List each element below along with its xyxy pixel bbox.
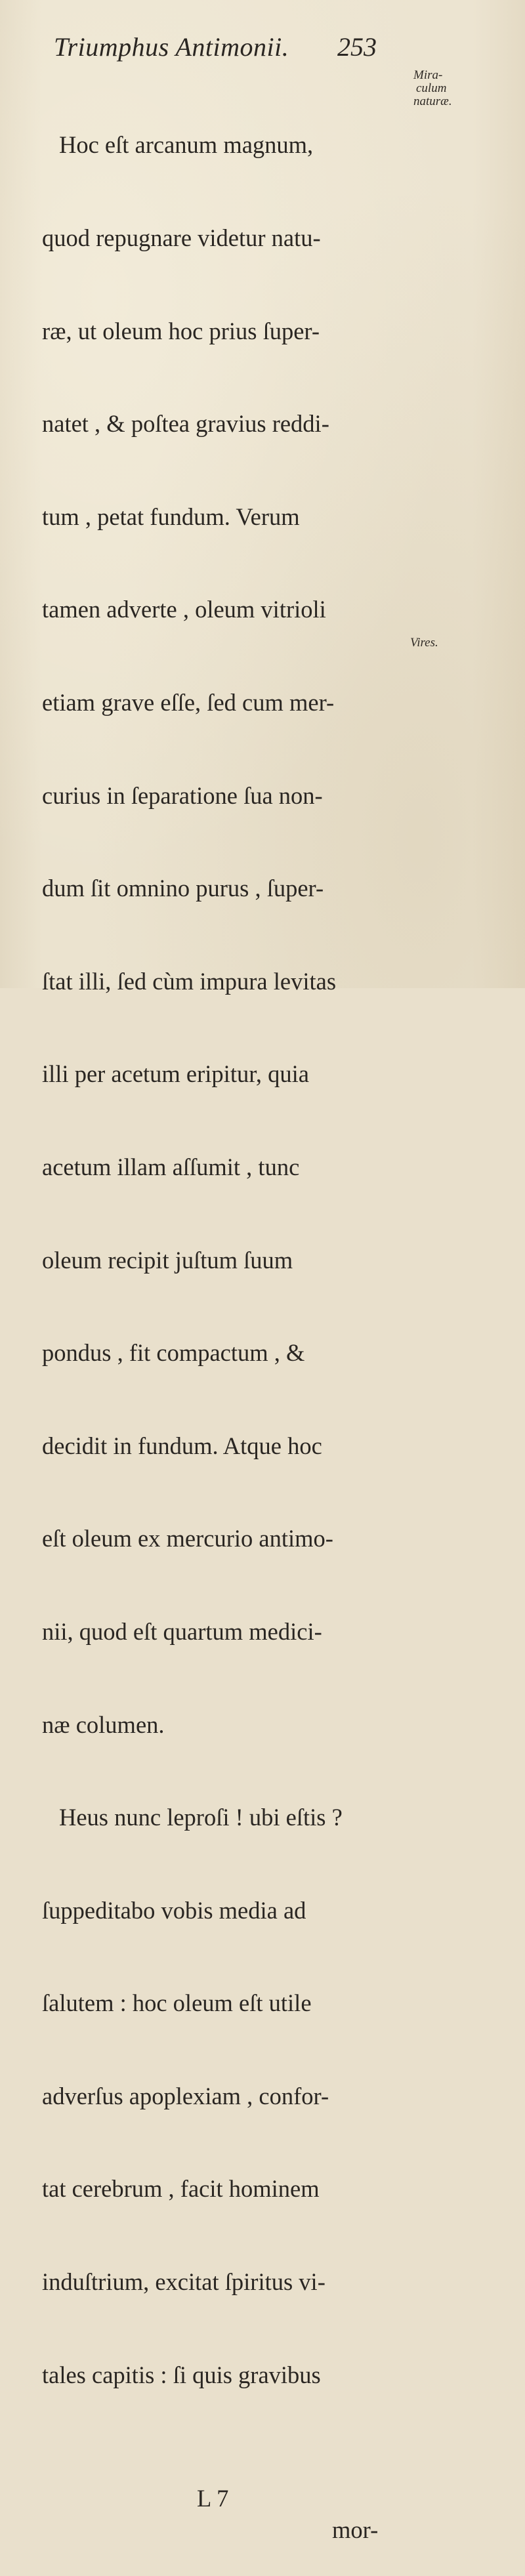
running-head bbox=[54, 31, 408, 64]
text-line: Heus nunc leproſi ! ubi eſtis ? bbox=[59, 1804, 343, 1831]
text-line: decidit in fundum. Atque hoc bbox=[42, 1432, 322, 1459]
margin-note-vires: Vires. bbox=[410, 636, 438, 650]
text-line: tat cerebrum , facit hominem bbox=[42, 2175, 320, 2203]
text-line: pondus , fit compactum , & bbox=[42, 1339, 305, 1367]
text-line: oleum recipit juſtum ſuum bbox=[42, 1246, 293, 1274]
text-line: illi per acetum eripitur, quia bbox=[42, 1060, 309, 1088]
signature-mark: L 7 bbox=[197, 2485, 229, 2512]
text-line: quod repugnare videtur natu- bbox=[42, 224, 321, 251]
page-number: 253 bbox=[337, 32, 377, 62]
text-line: ſtat illi, ſed cùm impura levitas bbox=[42, 967, 337, 995]
text-line: etiam grave eſſe, ſed cum mer- bbox=[42, 688, 335, 716]
text-line: natet , & poſtea gravius reddi- bbox=[42, 410, 329, 438]
text-line: adverſus apoplexiam , confor- bbox=[42, 2082, 329, 2109]
text-line: tales capitis : ſi quis gravibus bbox=[42, 2361, 321, 2388]
text-line: eſt oleum ex mercurio antimo- bbox=[42, 1525, 333, 1552]
text-line: nii, quod eſt quartum medici- bbox=[42, 1617, 322, 1645]
text-line: næ columen. bbox=[42, 1711, 165, 1738]
running-title: Triumphus Antimonii. bbox=[54, 32, 289, 62]
margin-note-miraculum bbox=[413, 69, 466, 108]
text-line: ſuppeditabo vobis media ad bbox=[42, 1896, 306, 1924]
signature-line bbox=[42, 2452, 410, 2543]
text-line: tamen adverte , oleum vitrioli bbox=[42, 596, 326, 623]
margin-note-line: culum bbox=[416, 81, 447, 95]
text-line: ræ, ut oleum hoc prius ſuper- bbox=[42, 317, 320, 344]
text-line: ſalutem : hoc oleum eſt utile bbox=[42, 1989, 312, 2017]
margin-note-line: naturæ. bbox=[413, 94, 452, 108]
body-text bbox=[42, 68, 410, 2545]
text-line: induſtrium, excitat ſpiritus vi- bbox=[42, 2268, 326, 2296]
text-line: acetum illam aſſumit , tunc bbox=[42, 1153, 300, 1180]
text-line: dum ſit omnino purus , ſuper- bbox=[42, 875, 324, 902]
text-line: curius in ſeparatione ſua non- bbox=[42, 781, 323, 809]
text-line: tum , petat fundum. Verum bbox=[42, 503, 300, 530]
margin-note-line: Mira- bbox=[413, 68, 443, 82]
text-line: Hoc eſt arcanum magnum, bbox=[59, 131, 314, 159]
catchword: mor- bbox=[332, 2516, 379, 2543]
